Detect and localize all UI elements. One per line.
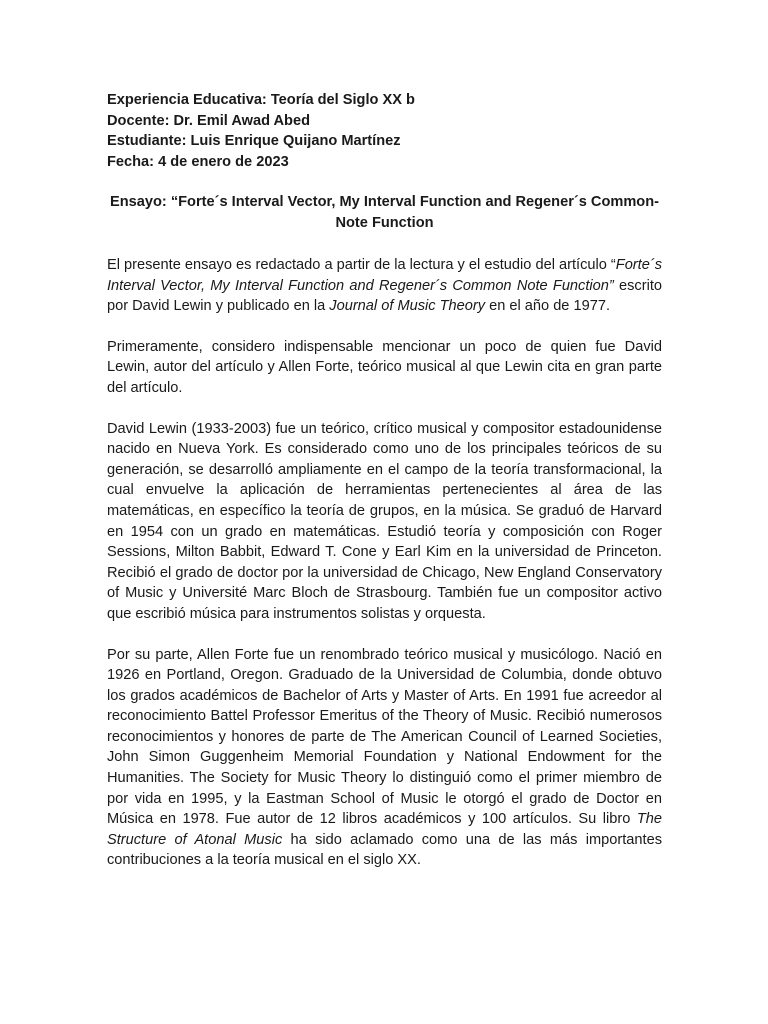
paragraph-forte (107, 645, 662, 872)
paragraph-context (107, 337, 662, 399)
book-title-italic: The Structure of Atonal Music (107, 811, 662, 848)
course-line: Experiencia Educativa: Teoría del Siglo XX b (107, 92, 415, 108)
document-page (107, 90, 662, 871)
teacher-line: Docente: Dr. Emil Awad Abed (107, 112, 311, 129)
journal-name-italic: Journal of Music Theory (329, 298, 486, 315)
context-text: Primeramente, considero indispensable mencionar un poco de quien fue David Lewin, autor del artículo y Allen Forte, teórico musical al que Lewin cita en gran parte del artículo. (107, 338, 662, 396)
article-title-italic: Forte´s Interval Vector, My Interval Function and Regener´s Common Note Function” (107, 257, 662, 294)
date-line: Fecha: 4 de enero de 2023 (107, 153, 289, 170)
intro-text-e: en el año de 1977. (485, 298, 610, 315)
essay-title: Ensayo: “Forte´s Interval Vector, My Interval Function and Regener´s Common-Note Function (110, 194, 659, 231)
forte-text-c: ha sido aclamado como una de las más importantes contribuciones a la teoría musical en el siglo XX. (107, 831, 663, 869)
paragraph-lewin (107, 419, 662, 625)
intro-text-c: escrito por David Lewin y publicado en la (107, 277, 662, 315)
lewin-text: David Lewin (1933-2003) fue un teórico, crítico musical y compositor estadounidense nacido en Nueva York. Es considerado como uno de los principales teóricos de su generación, se desarrolló ampliamente en el campo de la teoría transformacional, la cual envuelve la aplicación de herramientas pertenecientes al área de las matemáticas, en específico la teoría de grupos, en la música. Se graduó de Harvard en 1954 con un grado en matemáticas. Estudió teoría y composición con Roger Sessions, Milton Babbit, Edward T. Cone y Earl Kim en la universidad de Princeton. Recibió el grado de doctor por la universidad de Chicago, New England Conservatory of Music y Université Marc Bloch de Strasbourg. También fue un compositor activo que escribió música para instrumentos solistas y orquesta. (107, 420, 662, 622)
student-line: Estudiante: Luis Enrique Quijano Martínez (107, 133, 401, 149)
paragraph-intro (107, 255, 662, 317)
forte-text-a: Por su parte, Allen Forte fue un renombrado teórico musical y musicólogo. Nació en 1926 en Portland, Oregon. Graduado de la Universidad de Columbia, donde obtuvo los grados académicos de Bachelor of Arts y Master of Arts. En 1991 fue acreedor al reconocimiento Battel Professor Emeritus of the Theory of Music. Recibió numerosos reconocimientos y honores de parte de The American Council of Learned Societies, John Simon Guggenheim Memorial Foundation y National Endowment for the Humanities. The Society for Music Theory lo distinguió como el primer miembro de por vida en 1995, y la Eastman School of Music le otorgó el grado de Doctor en Música en 1978. Fue autor de 12 libros académicos y 100 artículos. Su libro (107, 646, 662, 828)
intro-text-a: El presente ensayo es redactado a partir de la lectura y el estudio del artículo “ (107, 257, 616, 273)
